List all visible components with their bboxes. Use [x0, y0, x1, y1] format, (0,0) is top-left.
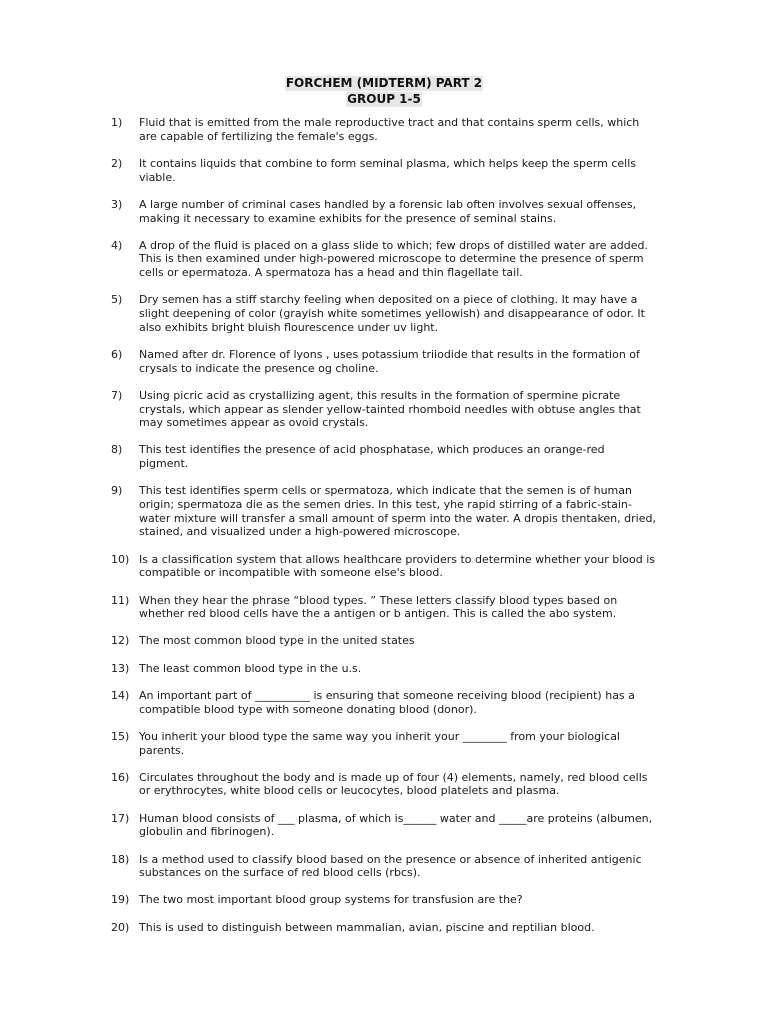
question-item	[111, 293, 656, 334]
question-text: A large number of criminal cases handled by a forensic lab often involves sexual offenses, making it necessary to examine exhibits for the presence of seminal stains.	[139, 197, 637, 225]
question-item	[111, 198, 656, 225]
question-number: 7)	[111, 388, 123, 402]
question-number: 18)	[111, 852, 130, 866]
question-number: 9)	[111, 484, 123, 498]
question-text: You inherit your blood type the same way you inherit your ________ from your biological parents.	[139, 729, 620, 757]
question-text: This is used to distinguish between mammalian, avian, piscine and reptilian blood.	[139, 920, 595, 934]
question-text: Dry semen has a stiff starchy feeling when deposited on a piece of clothing. It may have a slight deepening of color (grayish white sometimes yellowish) and disappearance of odor. It also exhibits bright bluish flourescence under uv light.	[139, 293, 645, 334]
question-item	[111, 553, 656, 580]
question-item	[111, 634, 656, 648]
question-item	[111, 443, 656, 470]
question-item	[111, 662, 656, 676]
question-number: 15)	[111, 729, 130, 743]
question-item	[111, 812, 656, 839]
document-header	[0, 72, 768, 104]
question-number: 12)	[111, 634, 130, 648]
question-text: Named after dr. Florence of lyons , uses potassium triiodide that results in the formation of crysals to indicate the presence og choline.	[139, 347, 640, 375]
question-item	[111, 348, 656, 375]
question-item	[111, 771, 656, 798]
question-item	[111, 239, 656, 280]
question-number: 19)	[111, 893, 130, 907]
question-item	[111, 594, 656, 621]
question-number: 20)	[111, 920, 130, 934]
question-item	[111, 853, 656, 880]
question-item	[111, 921, 656, 935]
question-item	[111, 116, 656, 143]
question-text: Is a method used to classify blood based on the presence or absence of inherited antigenic substances on the surface of red blood cells (rbcs).	[139, 852, 642, 880]
question-number: 11)	[111, 593, 130, 607]
question-number: 14)	[111, 688, 130, 702]
question-text: Circulates throughout the body and is made up of four (4) elements, namely, red blood cells or erythrocytes, white blood cells or leucocytes, blood platelets and plasma.	[139, 770, 648, 798]
question-number: 6)	[111, 347, 123, 361]
question-text: A drop of the fluid is placed on a glass slide to which; few drops of distilled water are added. This is then examined under high-powered microscope to determine the presence of sperm cells or epermatoza. A spermatoza has a head and thin flagellate tail.	[139, 238, 648, 280]
question-number: 13)	[111, 661, 130, 675]
question-text: When they hear the phrase “blood types. ” These letters classify blood types based on whether red blood cells have the a antigen or b antigen. This is called the abo system.	[139, 593, 618, 621]
question-text: The two most important blood group systems for transfusion are the?	[139, 893, 523, 907]
question-number: 2)	[111, 156, 123, 170]
question-text: The most common blood type in the united states	[139, 634, 415, 648]
question-item	[111, 484, 656, 539]
document-subtitle: GROUP 1-5	[347, 92, 421, 106]
question-number: 3)	[111, 197, 123, 211]
question-number: 1)	[111, 116, 123, 129]
question-number: 17)	[111, 811, 130, 825]
question-text: It contains liquids that combine to form seminal plasma, which helps keep the sperm cells viable.	[139, 156, 636, 184]
question-text: This test identifies sperm cells or spermatoza, which indicate that the semen is of human origin; spermatoza die as the semen dries. In this test, yhe rapid stirring of a fabric-stain-water mixture will transfer a small amount of sperm into the water. A dropis thentaken, dried, stained, and visualized under a high-powered microscope.	[139, 484, 656, 539]
question-text: An important part of __________ is ensuring that someone receiving blood (recipient) has a compatible blood type with someone donating blood (donor).	[139, 688, 635, 716]
question-number: 8)	[111, 443, 123, 457]
question-item	[111, 730, 656, 757]
question-item	[111, 689, 656, 716]
question-number: 5)	[111, 293, 123, 307]
question-item	[111, 157, 656, 184]
document-title: FORCHEM (MIDTERM) PART 2	[285, 76, 483, 90]
question-text: Human blood consists of ___ plasma, of which is______ water and _____are proteins (albumen, globulin and fibrinogen).	[139, 811, 653, 839]
question-text: Fluid that is emitted from the male reproductive tract and that contains sperm cells, which are capable of fertilizing the female's eggs.	[139, 116, 640, 143]
question-text: Using picric acid as crystallizing agent, this results in the formation of spermine picrate crystals, which appear as slender yellow-tainted rhomboid needles with obtuse angles that may sometimes appear as ovoid crystals.	[139, 388, 641, 430]
question-list	[111, 116, 656, 948]
question-number: 10)	[111, 552, 130, 566]
question-text: This test identifies the presence of acid phosphatase, which produces an orange-red pigment.	[139, 443, 605, 471]
question-item	[111, 893, 656, 907]
question-number: 16)	[111, 770, 130, 784]
question-text: The least common blood type in the u.s.	[139, 661, 362, 675]
question-item	[111, 389, 656, 430]
question-number: 4)	[111, 238, 123, 252]
question-text: Is a classification system that allows healthcare providers to determine whether your blood is compatible or incompatible with someone else's blood.	[139, 552, 655, 580]
